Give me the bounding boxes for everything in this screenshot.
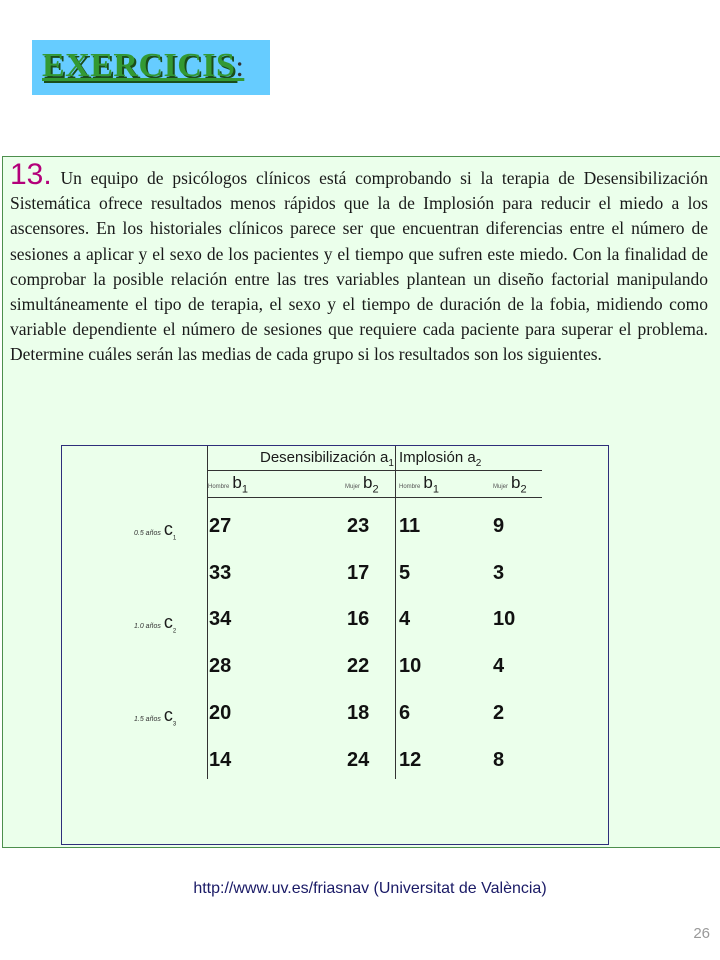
- table-cell: 34: [209, 608, 232, 630]
- table-divider-middle: [395, 446, 396, 779]
- table-cell: 2: [493, 702, 505, 724]
- table-cell: 4: [493, 655, 505, 677]
- subheader-a2-b2: Mujer $b_2$: [493, 473, 527, 496]
- table-cell: 20: [209, 702, 232, 724]
- subheader-a2-b1: Hombre $b_1$: [399, 473, 439, 496]
- table-cell: 18: [347, 702, 370, 724]
- table-cell: 3: [493, 562, 505, 584]
- subheader-a1-b2: Mujer $b_2$: [345, 473, 379, 496]
- table-subheader-rule: [207, 497, 542, 498]
- subheader-a1-b1: Hombre $b_1$: [208, 473, 248, 496]
- table-cell: 10: [493, 608, 516, 630]
- table-cell: 28: [209, 655, 232, 677]
- header-desensibilizacion: Desensibilización $a_1$: [260, 449, 394, 469]
- page-number: 26: [693, 925, 710, 942]
- data-table: [61, 445, 609, 845]
- table-cell: 27: [209, 515, 232, 537]
- problem-number: 13.: [10, 158, 52, 191]
- table-cell: 9: [493, 515, 505, 537]
- slide-title-word: EXERCICIS: [42, 47, 236, 84]
- row-label-c3: 1.5 años $c_3$: [134, 705, 177, 728]
- table-cell: 16: [347, 608, 370, 630]
- footer-url[interactable]: http://www.uv.es/friasnav (Universitat de València): [193, 880, 547, 897]
- header-implosion: Implosión $a_2$: [399, 449, 482, 469]
- problem-text: Un equipo de psicólogos clínicos está comprobando si la terapia de Desensibilización Sistemática ofrece resultados menos rápidos que la de Implosión para reducir el miedo a los ascensores. En los historiales clínicos parece ser que encuentran diferencias entre el número de sesiones a aplicar y el sexo de los pacientes y el tiempo que sufren este miedo. Con la finalidad de comprobar la posible relación entre las tres variables plantean un diseño factorial manipulando simultáneamente el tipo de terapia, el sexo y el tiempo de duración de la fobia, midiendo como variable dependiente el número de sesiones que requiere cada paciente para superar el problema. Determine cuáles serán las medias de cada grupo si los resultados son los siguientes.: [10, 168, 708, 365]
- problem-statement: [10, 158, 708, 368]
- table-cell: 12: [399, 749, 422, 771]
- slide-title-colon: :: [235, 50, 245, 83]
- table-cell: 23: [347, 515, 370, 537]
- row-label-c1: 0.5 años $c_1$: [134, 519, 177, 542]
- table-cell: 33: [209, 562, 232, 584]
- table-divider-left: [207, 446, 208, 779]
- table-cell: 4: [399, 608, 411, 630]
- slide-title: [42, 47, 244, 85]
- table-cell: 14: [209, 749, 232, 771]
- table-cell: 5: [399, 562, 411, 584]
- table-header-rule: [207, 470, 542, 471]
- table-cell: 24: [347, 749, 370, 771]
- row-label-c2: 1.0 años $c_2$: [134, 612, 177, 635]
- table-cell: 8: [493, 749, 505, 771]
- table-cell: 6: [399, 702, 411, 724]
- table-cell: 17: [347, 562, 370, 584]
- table-cell: 11: [399, 515, 421, 537]
- table-cell: 10: [399, 655, 422, 677]
- table-cell: 22: [347, 655, 370, 677]
